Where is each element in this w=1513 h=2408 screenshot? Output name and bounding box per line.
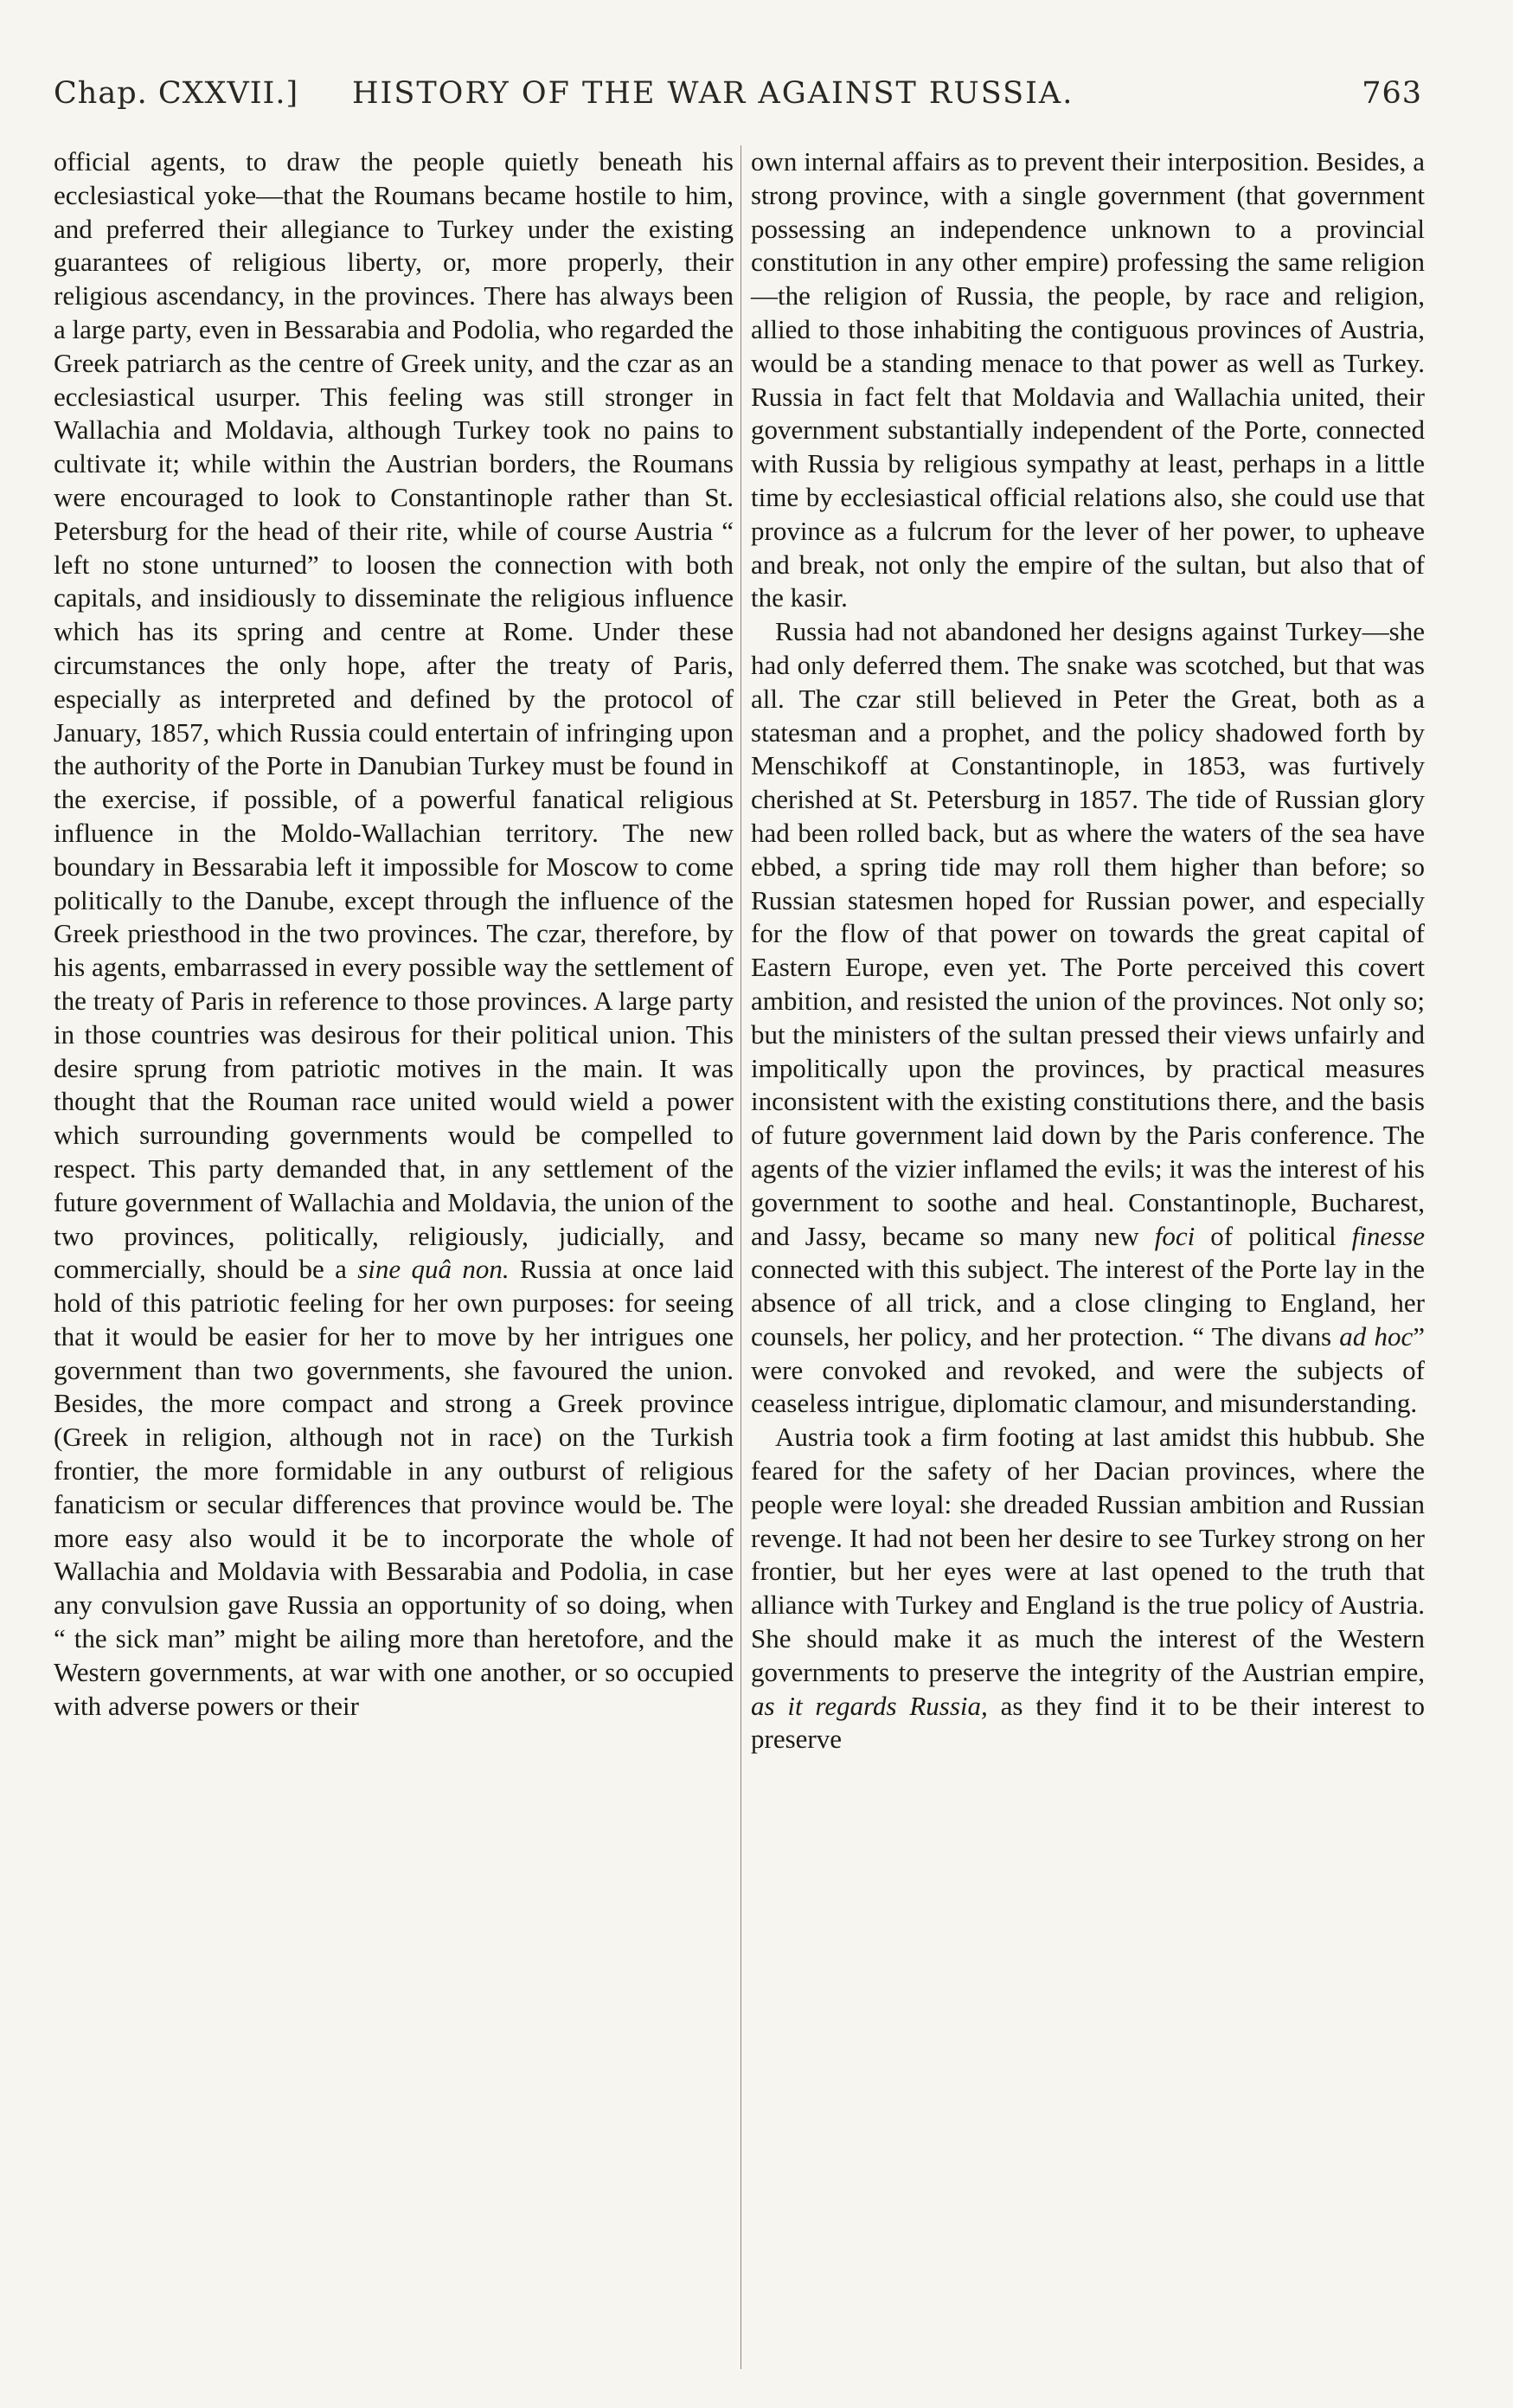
right-p3-italic: as it regards Russia, bbox=[751, 1690, 988, 1721]
chapter-label: Chap. CXXVII.] bbox=[54, 76, 299, 111]
right-paragraph-3 bbox=[751, 1421, 1425, 1756]
left-column bbox=[54, 145, 734, 1723]
right-p3-end: as they find it to be their interest to preserve bbox=[751, 1690, 1425, 1755]
right-p2-tail: connected with this subject. The interest of the Porte lay in the absence of all trick, and a close clinging to England, her counsels, her policy, and her protection. “ The divans bbox=[751, 1254, 1425, 1352]
right-p2-end: ” were convoked and revoked, and were the subjects of ceaseless intrigue, diplomatic clamour, and misunderstanding. bbox=[751, 1320, 1426, 1419]
text-columns bbox=[54, 145, 1425, 2378]
right-p2-italic-finesse: finesse bbox=[1351, 1220, 1426, 1251]
column-divider bbox=[740, 145, 741, 2369]
right-p2-italic-adhoc: ad hoc bbox=[1339, 1320, 1414, 1352]
right-p2-italic-foci: foci bbox=[1154, 1220, 1196, 1251]
right-p1-text: own internal affairs as to prevent their interposition. Besides, a strong province, with a single government (that government possessing an independence unknown to a provincial constitution in any other empire) professing the same religion—the religion of Russia, the people, by race and religion, allied to those inhabiting the contiguous provinces of Austria, would be a standing menace to that power as well as Turkey. Russia in fact felt that Moldavia and Wallachia united, their government substantially independent of the Porte, connected with Russia by religious sympathy at least, perhaps in a little time by ecclesiastical official relations also, she could use that province as a fulcrum for the lever of her power, to upheave and break, not only the empire of the sultan, but also that of the kasir. bbox=[751, 146, 1425, 613]
right-paragraph-1 bbox=[751, 145, 1425, 615]
left-p1-text: official agents, to draw the people quietly beneath his ecclesiastical yoke—that the Roumans became hostile to him, and preferred their allegiance to Turkey under the existing guarantees of religious liberty, or, more properly, their religious ascendancy, in the provinces. There has always been a large party, even in Bessarabia and Podolia, who regarded the Greek patriarch as the centre of Greek unity, and the czar as an ecclesiastical usurper. This feeling was still stronger in Wallachia and Moldavia, although Turkey took no pains to cultivate it; while within the Austrian borders, the Roumans were encouraged to look to Constantinople rather than St. Petersburg for the head of their rite, while of course Austria “ left no stone unturned” to loosen the connection with both capitals, and insidiously to disseminate the religious influence which has its spring and centre at Rome. Under these circumstances the only hope, after the treaty of Paris, especially as interpreted and defined by the protocol of January, 1857, which Russia could entertain of infringing upon the authority of the Porte in Danubian Turkey must be found in the exercise, if possible, of a powerful fanatical religious influence in the Moldo-Wallachian territory. The new boundary in Bessarabia left it impossible for Moscow to come politically to the Danube, except through the influence of the Greek priesthood in the two provinces. The czar, therefore, by his agents, embarrassed in every possible way the settlement of the treaty of Paris in reference to those provinces. A large party in those countries was desirous for their political union. This desire sprung from patriotic motives in the main. It was thought that the Rouman race united would wield a power which surrounding governments would be compelled to respect. This party demanded that, in any settlement of the future government of Wallachia and Moldavia, the union of the two provinces, politically, religiously, judicially, and commercially, should be a bbox=[54, 146, 734, 1285]
left-p1-italic: sine quâ non. bbox=[357, 1254, 510, 1285]
running-title: HISTORY OF THE WAR AGAINST RUSSIA. bbox=[352, 76, 1074, 111]
left-paragraph-1 bbox=[54, 145, 734, 1723]
right-paragraph-2 bbox=[751, 615, 1425, 1421]
left-p2-text: Russia at once laid hold of this patriotic feeling for her own purposes: for seeing that it would be easier for her to move by her intrigues one government than two governments, she favoured the union. Besides, the more compact and strong a Greek province (Greek in religion, although not in race) on the Turkish frontier, the more formidable in any outburst of religious fanaticism or secular differences that province would be. The more easy also would it be to incorporate the whole of Wallachia and Moldavia with Bessarabia and Podolia, in case any convulsion gave Russia an opportunity of so doing, when “ the sick man” might be ailing more than heretofore, and the Western governments, at war with one another, or so occupied with adverse powers or their bbox=[54, 1254, 734, 1721]
right-column bbox=[751, 145, 1425, 1756]
running-header bbox=[54, 76, 1422, 119]
right-p3-text: Austria took a firm footing at last amidst this hubbub. She feared for the safety of her Dacian provinces, where the people were loyal: she dreaded Russian ambition and Russian revenge. It had not been her desire to see Turkey strong on her frontier, but her eyes were at last opened to the truth that alliance with Turkey and England is the true policy of Austria. She should make it as much the interest of the Western governments to preserve the integrity of the Austrian empire, bbox=[751, 1422, 1425, 1687]
right-p2-text: Russia had not abandoned her designs against Turkey—she had only deferred them. The snake was scotched, but that was all. The czar still believed in Peter the Great, both as a statesman and a prophet, and the policy shadowed forth by Menschikoff at Constantinople, in 1853, was furtively cherished at St. Petersburg in 1857. The tide of Russian glory had been rolled back, but as where the waters of the sea have ebbed, a spring tide may roll them higher than before; so Russian statesmen hoped for Russian power, and especially for the flow of that power on towards the great capital of Eastern Europe, even yet. The Porte perceived this covert ambition, and resisted the union of the provinces. Not only so; but the ministers of the sultan pressed their views unfairly and impolitically upon the provinces, by practical measures inconsistent with the existing constitutions there, and the basis of future government laid down by the Paris conference. The agents of the vizier inflamed the evils; it was the interest of his government to soothe and heal. Constantinople, Bucharest, and Jassy, became so many new bbox=[751, 616, 1425, 1251]
page-number: 763 bbox=[1362, 76, 1422, 111]
right-p2-mid: of political bbox=[1210, 1220, 1337, 1251]
